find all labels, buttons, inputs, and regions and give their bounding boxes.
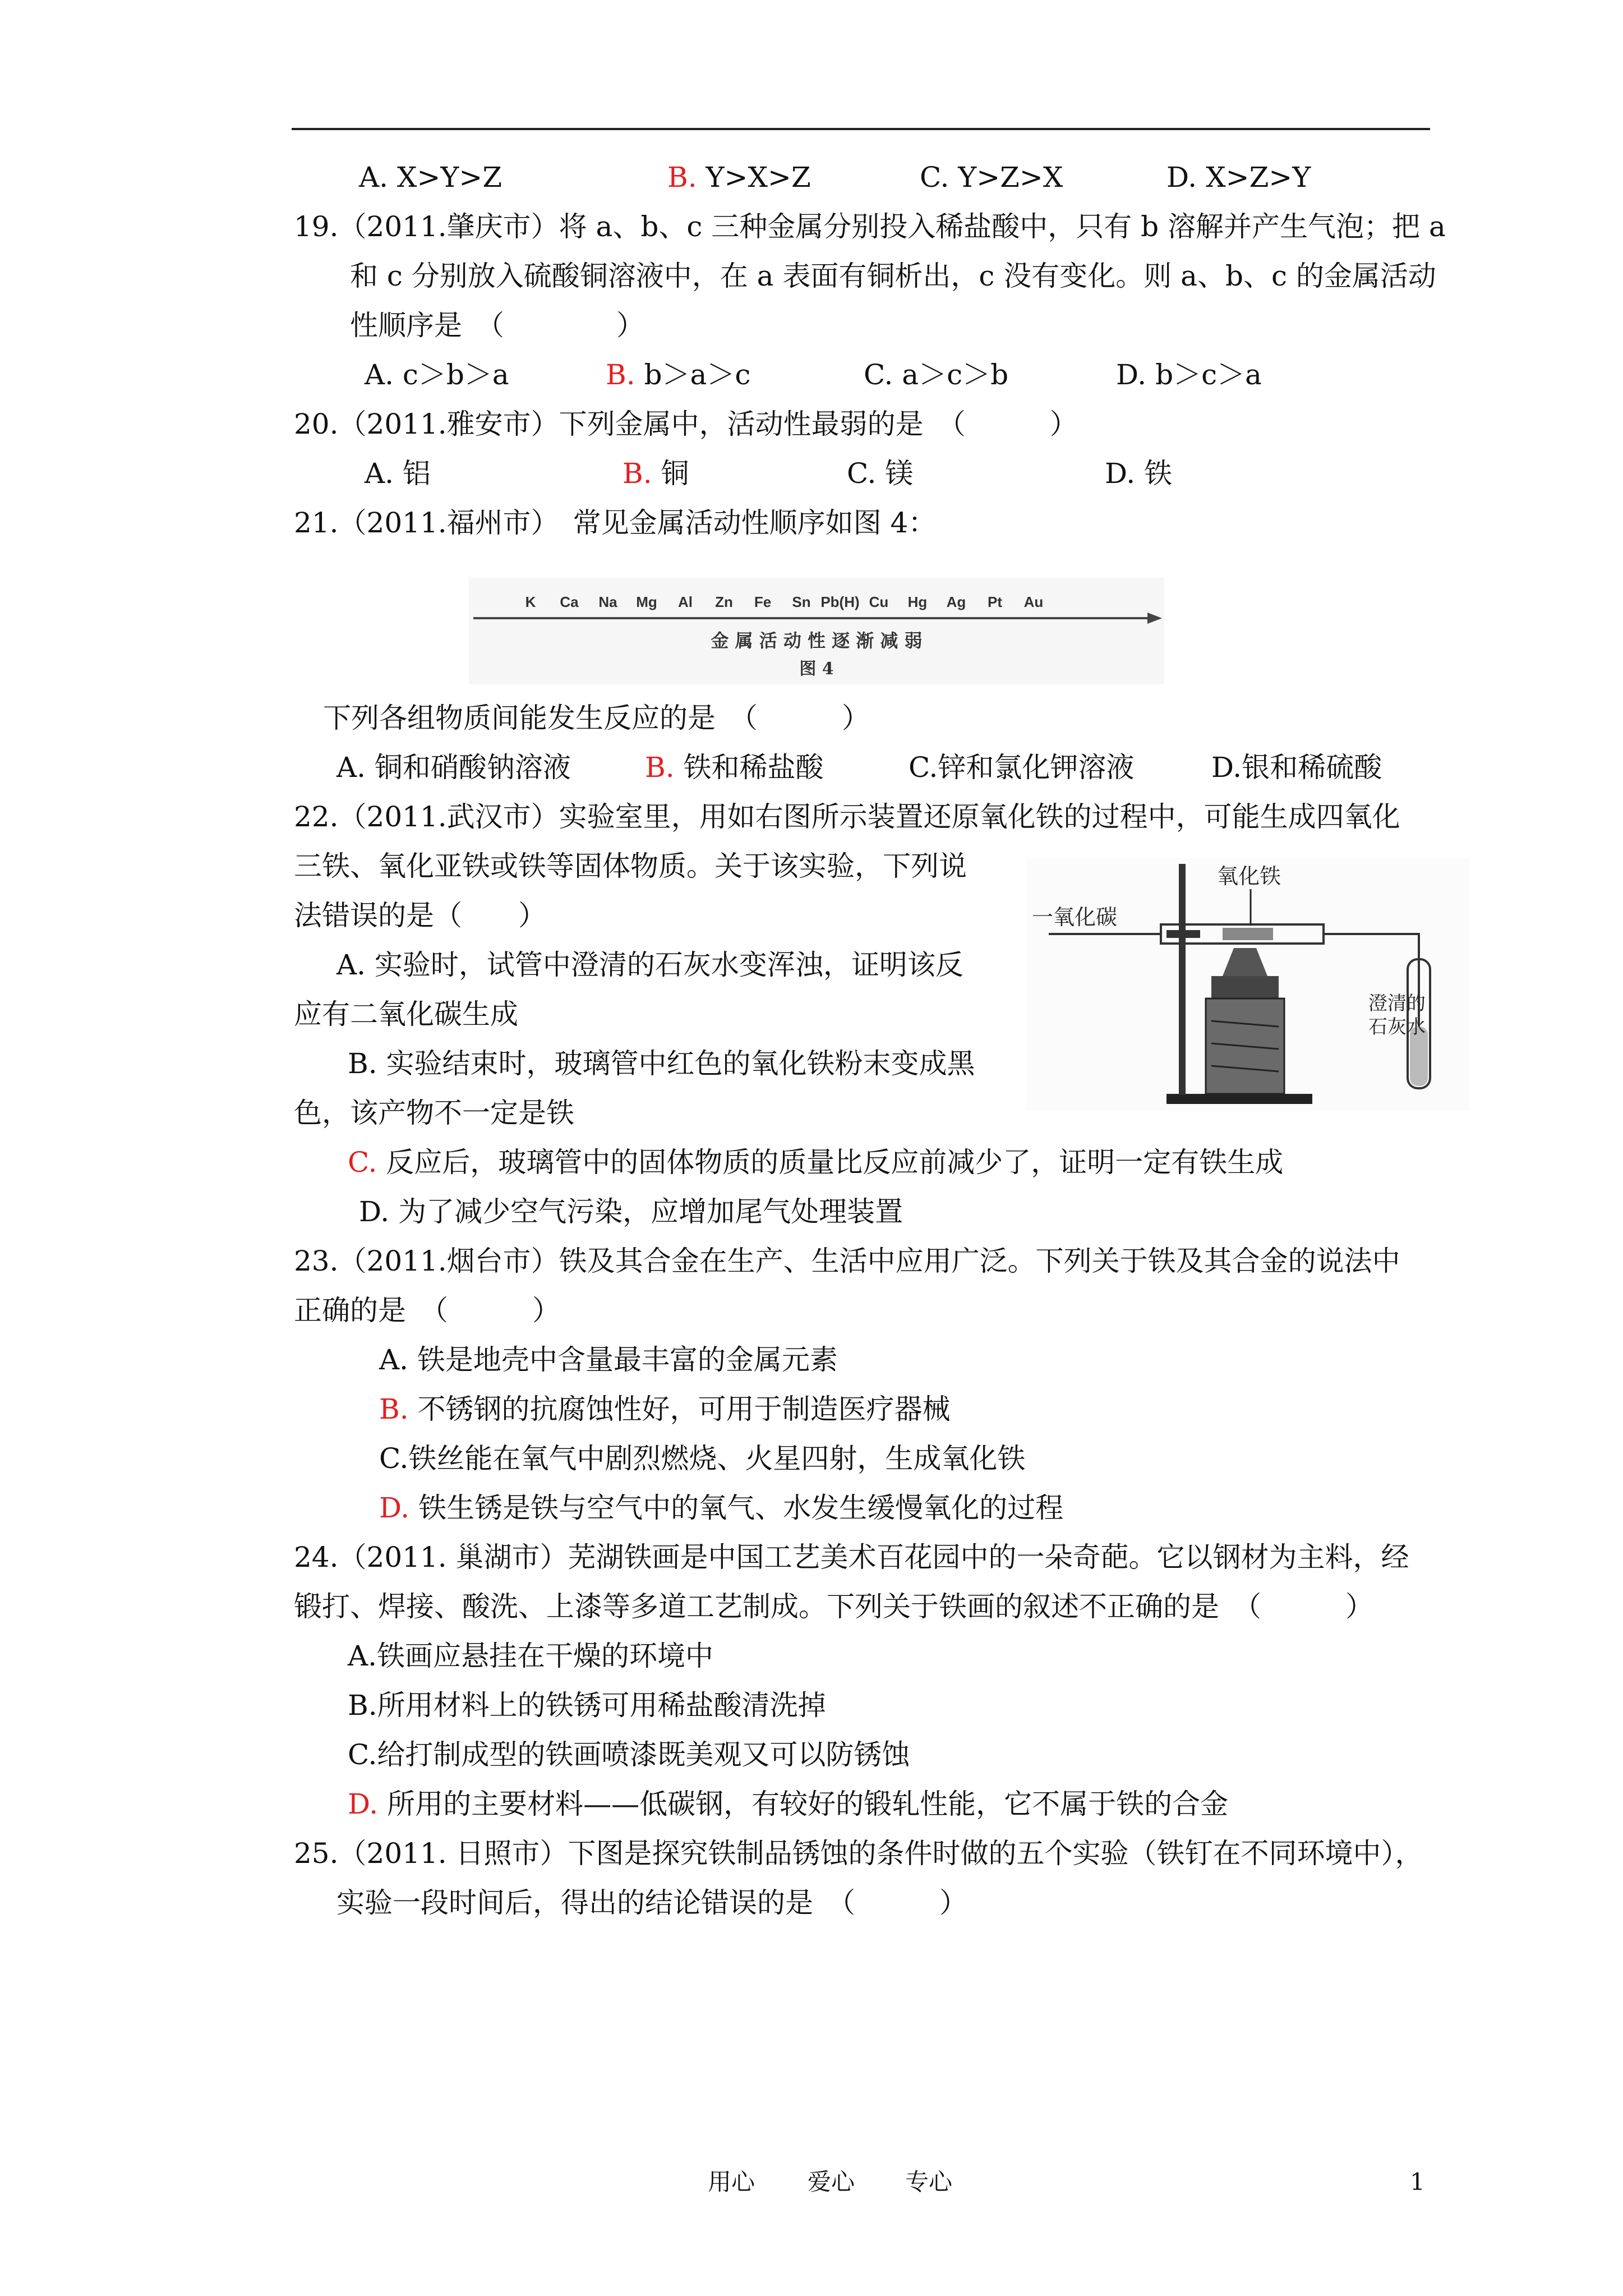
q21-prompt: 下列各组物质间能发生反应的是 （ ）	[323, 702, 870, 734]
q18-option-a: A. X>Y>Z	[359, 161, 502, 194]
q19-stem-1: 19.（2011.肇庆市）将 a、b、c 三种金属分别投入稀盐酸中，只有 b 溶解并产生气泡；把 a	[294, 210, 1446, 243]
stand-base	[1166, 1094, 1312, 1104]
label-carbon-monoxide: 一氧化碳	[1032, 905, 1118, 930]
label-limewater-1: 澄清的	[1368, 992, 1426, 1015]
q19-option-b: B. b＞a＞c	[606, 358, 751, 391]
q20-option-b: B. 铜	[623, 457, 689, 490]
q22-option-a-1: A. 实验时，试管中澄清的石灰水变浑浊，证明该反	[336, 949, 963, 981]
q20-option-d: D. 铁	[1105, 457, 1173, 490]
metal-label: Ag	[946, 593, 966, 610]
q21-option-a: A. 铜和硝酸钠溶液	[336, 751, 571, 784]
q24-option-b: B.所用材料上的铁锈可用稀盐酸清洗掉	[348, 1689, 826, 1722]
q24-option-d: D. 所用的主要材料——低碳钢，有较好的锻轧性能，它不属于铁的合金	[348, 1788, 1229, 1820]
metal-label: Zn	[715, 593, 733, 610]
metal-label: Au	[1023, 593, 1044, 610]
q21-option-b: B. 铁和稀盐酸	[645, 751, 824, 784]
q23-stem-1: 23.（2011.烟台市）铁及其合金在生产、生活中应用广泛。下列关于铁及其合金的说法中	[294, 1245, 1400, 1277]
figure-4-caption: 图 4	[799, 659, 834, 679]
q22-option-b-1: B. 实验结束时，玻璃管中红色的氧化铁粉末变成黑	[348, 1047, 975, 1080]
q24-option-a: A.铁画应悬挂在干燥的环境中	[348, 1640, 714, 1672]
q18-option-b: B. Y>X>Z	[667, 161, 811, 194]
q19-option-d: D. b＞c＞a	[1116, 358, 1262, 391]
q18-option-c: C. Y>Z>X	[920, 161, 1063, 194]
q24-stem-1: 24.（2011. 巢湖市）芜湖铁画是中国工艺美术百花园中的一朵奇葩。它以钢材为主料，经	[294, 1541, 1409, 1573]
q22-stem-2: 三铁、氧化亚铁或铁等固体物质。关于该实验，下列说	[294, 850, 967, 882]
q20-stem: 20.（2011.雅安市）下列金属中，活动性最弱的是 （ ）	[294, 408, 1078, 440]
metal-label: Hg	[907, 593, 928, 610]
q20-option-c: C. 镁	[847, 457, 914, 490]
q19-option-a: A. c＞b＞a	[365, 358, 509, 391]
q19-stem-2: 和 c 分别放入硫酸铜溶液中，在 a 表面有铜析出，c 没有变化。则 a、b、c 的金属活动	[350, 260, 1436, 292]
q23-option-b: B. 不锈钢的抗腐蚀性好，可用于制造医疗器械	[379, 1393, 951, 1425]
metal-label: Sn	[792, 593, 811, 610]
iron-oxide-powder	[1223, 928, 1273, 940]
q23-option-c: C.铁丝能在氧气中剧烈燃烧、火星四射，生成氧化铁	[379, 1442, 1026, 1475]
label-limewater-2: 石灰水	[1368, 1016, 1426, 1038]
q23-option-a: A. 铁是地壳中含量最丰富的金属元素	[379, 1343, 838, 1376]
q23-stem-2: 正确的是 （ ）	[294, 1294, 560, 1327]
metal-label: Mg	[636, 593, 657, 610]
q24-stem-2: 锻打、焊接、酸洗、上漆等多道工艺制成。下列关于铁画的叙述不正确的是 （ ）	[294, 1590, 1373, 1623]
iron-oxide-reduction-apparatus	[1026, 858, 1469, 1111]
q21-option-c: C.锌和氯化钾溶液	[909, 751, 1135, 784]
metal-label: Al	[678, 593, 693, 610]
q25-stem-2: 实验一段时间后，得出的结论错误的是 （ ）	[336, 1887, 967, 1919]
q20-option-a: A. 铝	[365, 457, 431, 490]
page-number: 1	[1410, 2168, 1425, 2196]
q22-option-c: C. 反应后，玻璃管中的固体物质的质量比反应前减少了，证明一定有铁生成	[348, 1146, 1284, 1179]
q25-stem-1: 25.（2011. 日照市）下图是探究铁制品锈蚀的条件时做的五个实验（铁钉在不同环境中），	[294, 1837, 1423, 1870]
burner-head	[1211, 976, 1279, 999]
metal-label: Pb(H)	[820, 593, 860, 610]
header-rule	[292, 128, 1430, 130]
footer-text-left: 用心	[708, 2168, 755, 2196]
q22-option-a-2: 应有二氧化碳生成	[294, 998, 518, 1030]
q21-option-d: D.银和稀硫酸	[1211, 751, 1382, 784]
stand-clamp	[1166, 930, 1200, 938]
metal-label: Pt	[988, 593, 1002, 610]
metal-label: K	[525, 593, 536, 610]
metal-label: Na	[598, 593, 617, 610]
metal-label: Cu	[869, 593, 889, 610]
metal-label: Fe	[754, 593, 772, 610]
q23-option-d: D. 铁生锈是铁与空气中的氧气、水发生缓慢氧化的过程	[379, 1492, 1064, 1524]
footer-text-mid: 爱心	[808, 2168, 855, 2196]
q24-option-c: C.给打制成型的铁画喷漆既美观又可以防锈蚀	[348, 1738, 910, 1771]
footer-text-right: 专心	[905, 2168, 953, 2196]
q22-stem-1: 22.（2011.武汉市）实验室里，用如右图所示装置还原氧化铁的过程中，可能生成四氧化	[294, 800, 1400, 833]
q21-stem: 21.（2011.福州市） 常见金属活动性顺序如图 4：	[294, 507, 937, 539]
label-iron-oxide: 氧化铁	[1217, 864, 1281, 889]
q22-stem-3: 法错误的是（ ）	[294, 899, 546, 932]
q22-option-b-2: 色，该产物不一定是铁	[294, 1097, 574, 1129]
q18-option-d: D. X>Z>Y	[1166, 161, 1311, 194]
q22-option-d: D. 为了减少空气污染，应增加尾气处理装置	[359, 1195, 903, 1228]
metal-label: Ca	[560, 593, 579, 610]
q19-option-c: C. a＞c＞b	[864, 358, 1009, 391]
metal-activity-series-figure	[469, 578, 1164, 684]
q19-stem-3: 性顺序是 （ ）	[350, 309, 644, 342]
stand-rod	[1179, 864, 1186, 1095]
activity-arrow-label: 金 属 活 动 性 逐 渐 减 弱	[711, 630, 923, 651]
